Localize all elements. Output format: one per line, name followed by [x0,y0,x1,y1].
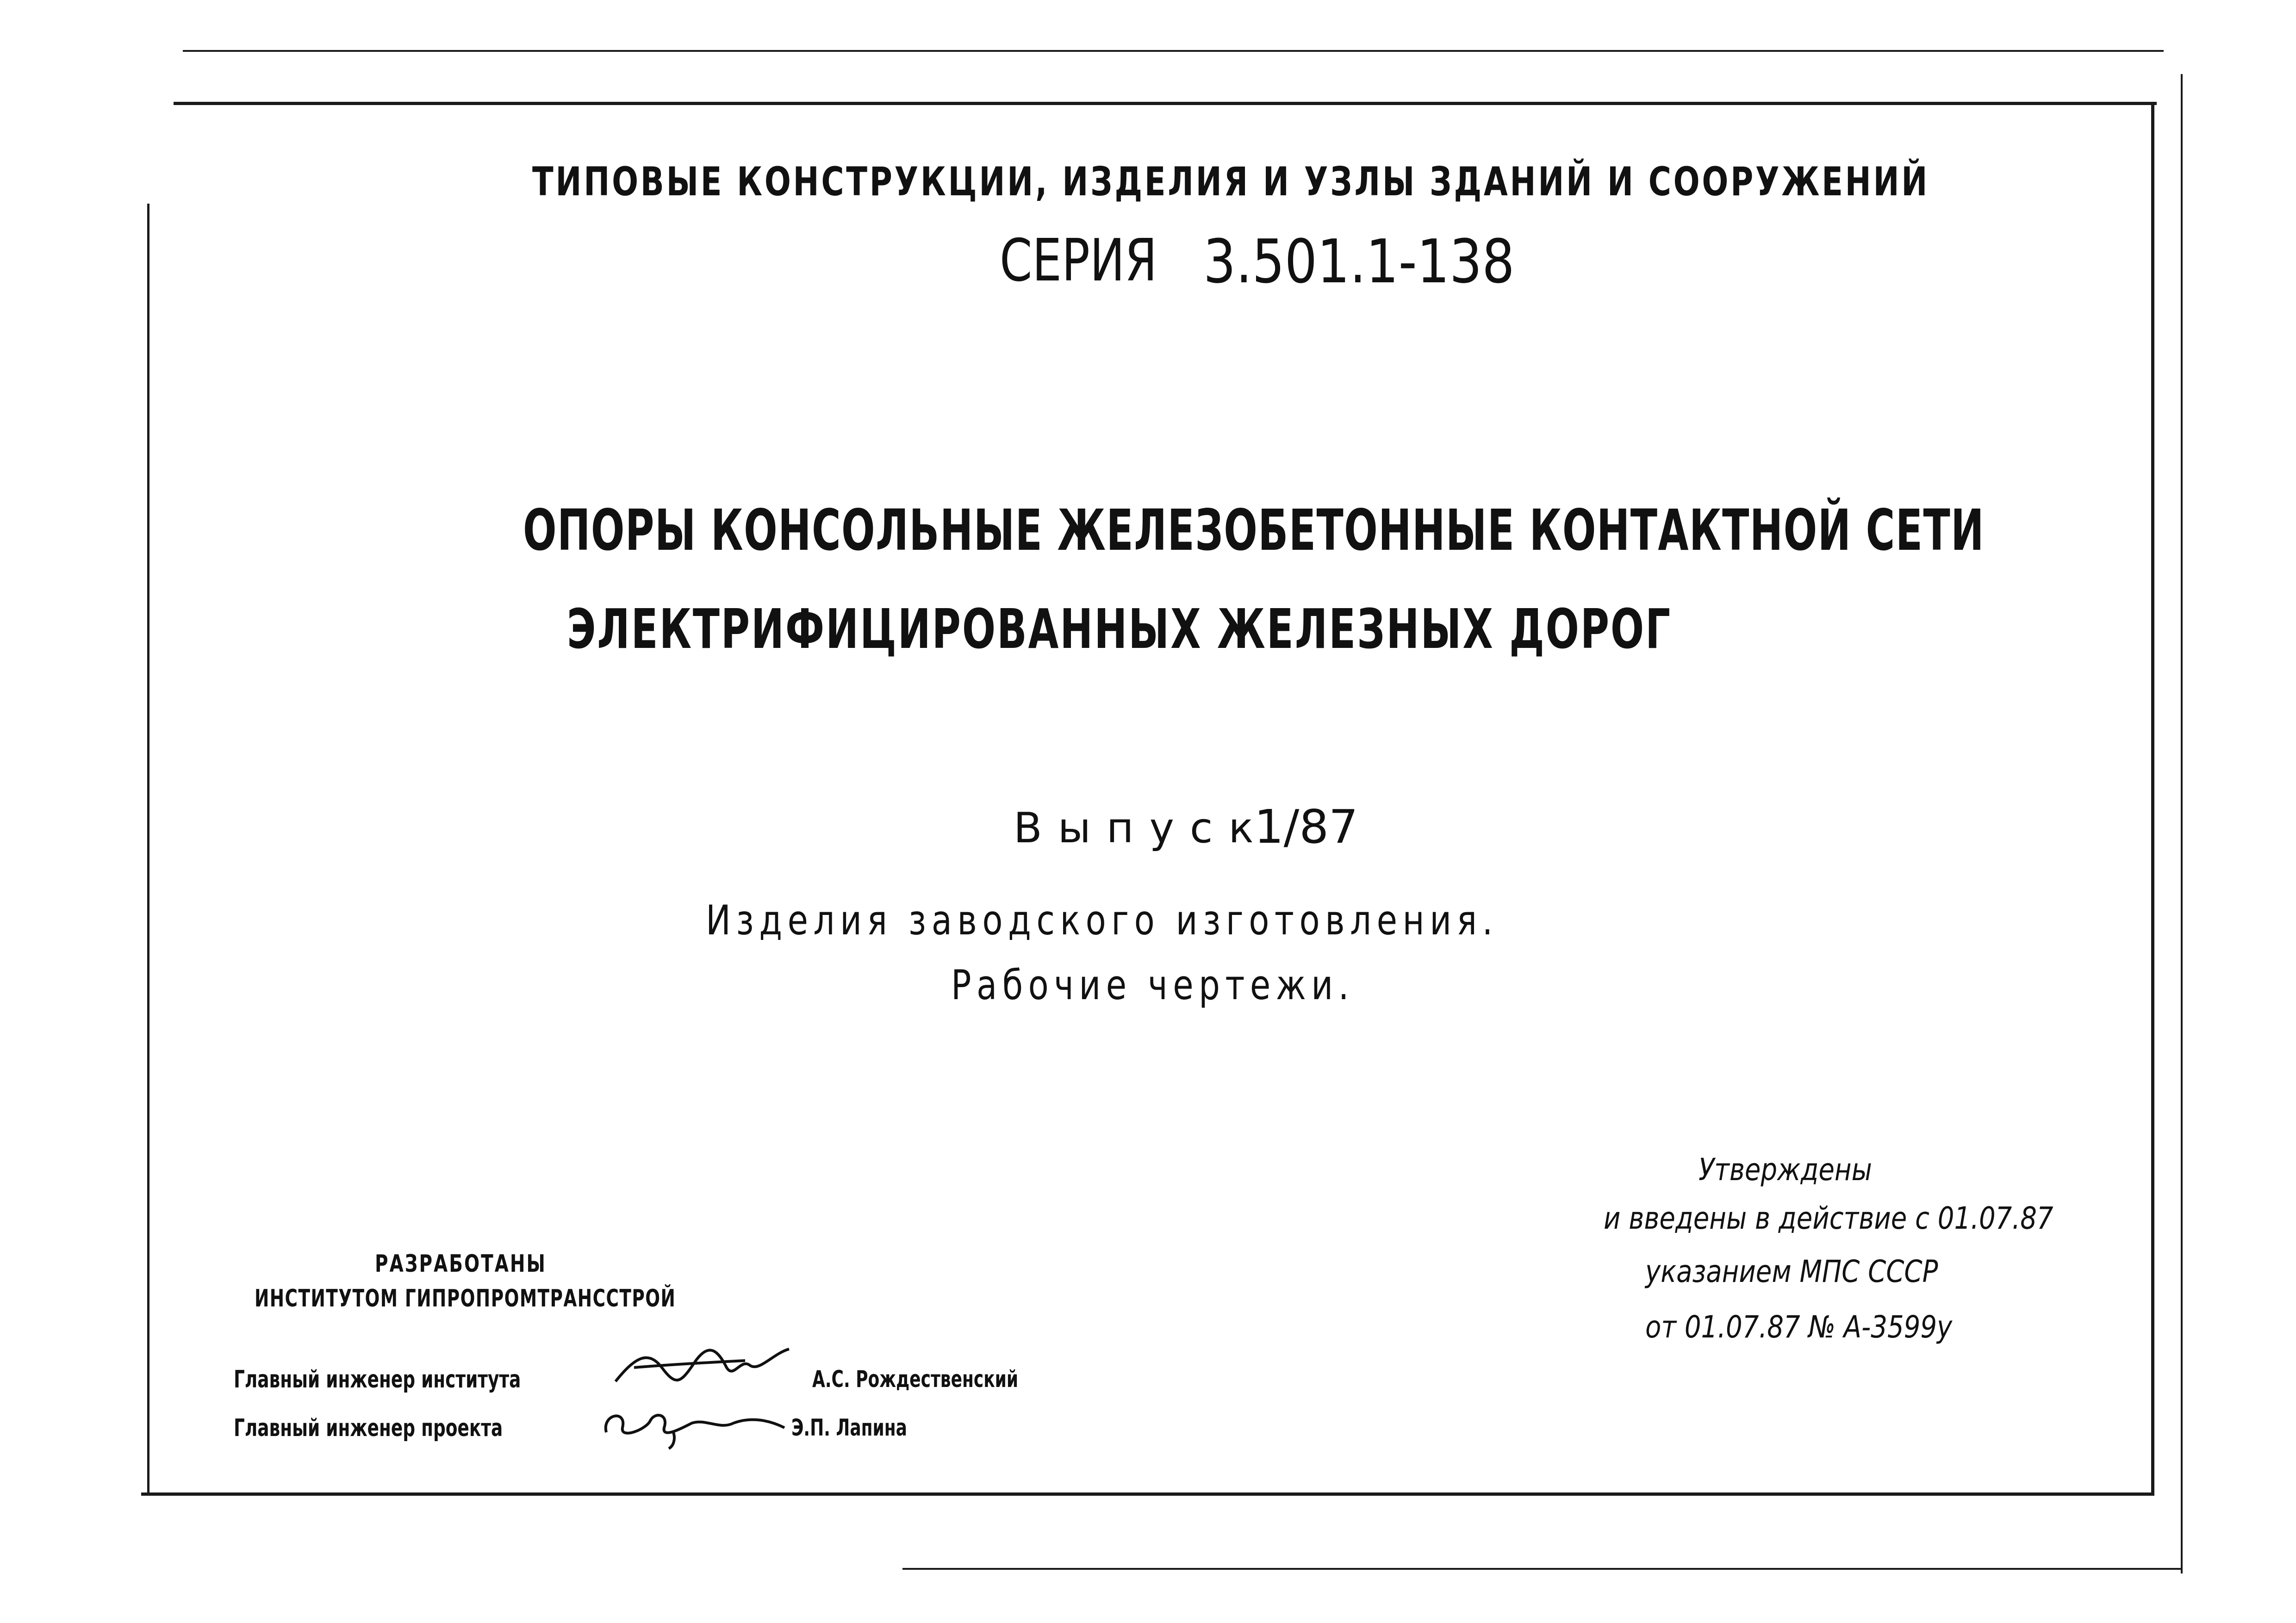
title-line-2: ЭЛЕКТРИФИЦИРОВАННЫХ ЖЕЛЕЗНЫХ ДОРОГ [567,597,1672,661]
issue-label: Выпуск [1014,804,1269,852]
approval-line-3: указанием МПС СССР [1645,1254,1938,1289]
series-number: 3.501.1-138 [1203,226,1515,297]
frame-left-border [147,204,149,1495]
frame-right-border [2151,103,2154,1496]
bottom-scan-line [902,1568,2182,1570]
outer-right-scan-line [2181,74,2183,1573]
signatory-name-1: А.С. Рождественский [812,1366,1019,1393]
signatory-role-1: Главный инженер института [234,1366,521,1393]
signature-2 [595,1395,789,1451]
developer-line-1: РАЗРАБОТАНЫ [375,1250,547,1278]
collection-title: ТИПОВЫЕ КОНСТРУКЦИИ, ИЗДЕЛИЯ И УЗЛЫ ЗДАНИЙ И СООРУЖЕНИЙ [532,159,1930,205]
title-line-1: ОПОРЫ КОНСОЛЬНЫЕ ЖЕЛЕЗОБЕТОННЫЕ КОНТАКТНОЙ СЕТИ [523,497,1985,563]
frame-top-border [174,102,2157,105]
developer-line-2: ИНСТИТУТОМ ГИПРОПРОМТРАНССТРОЙ [255,1285,676,1312]
approval-line-4: от 01.07.87 № А-3599у [1645,1309,1953,1345]
signature-1 [606,1340,801,1395]
series-label: СЕРИЯ [1000,226,1157,294]
top-scan-line [183,50,2164,52]
series-line [1000,226,1515,297]
issue-line [1014,800,1358,854]
signatory-role-2: Главный инженер проекта [234,1414,503,1442]
issue-description-line-2: Рабочие чертежи. [951,961,1355,1009]
issue-description-line-1: Изделия заводского изготовления. [706,896,1498,944]
signatory-name-2: Э.П. Лапина [791,1414,907,1441]
frame-bottom-border [141,1492,2154,1496]
approval-line-2: и введены в действие с 01.07.87 [1604,1200,2053,1236]
approval-line-1: Утверждены [1699,1152,1872,1188]
issue-number: 1/87 [1254,800,1358,854]
